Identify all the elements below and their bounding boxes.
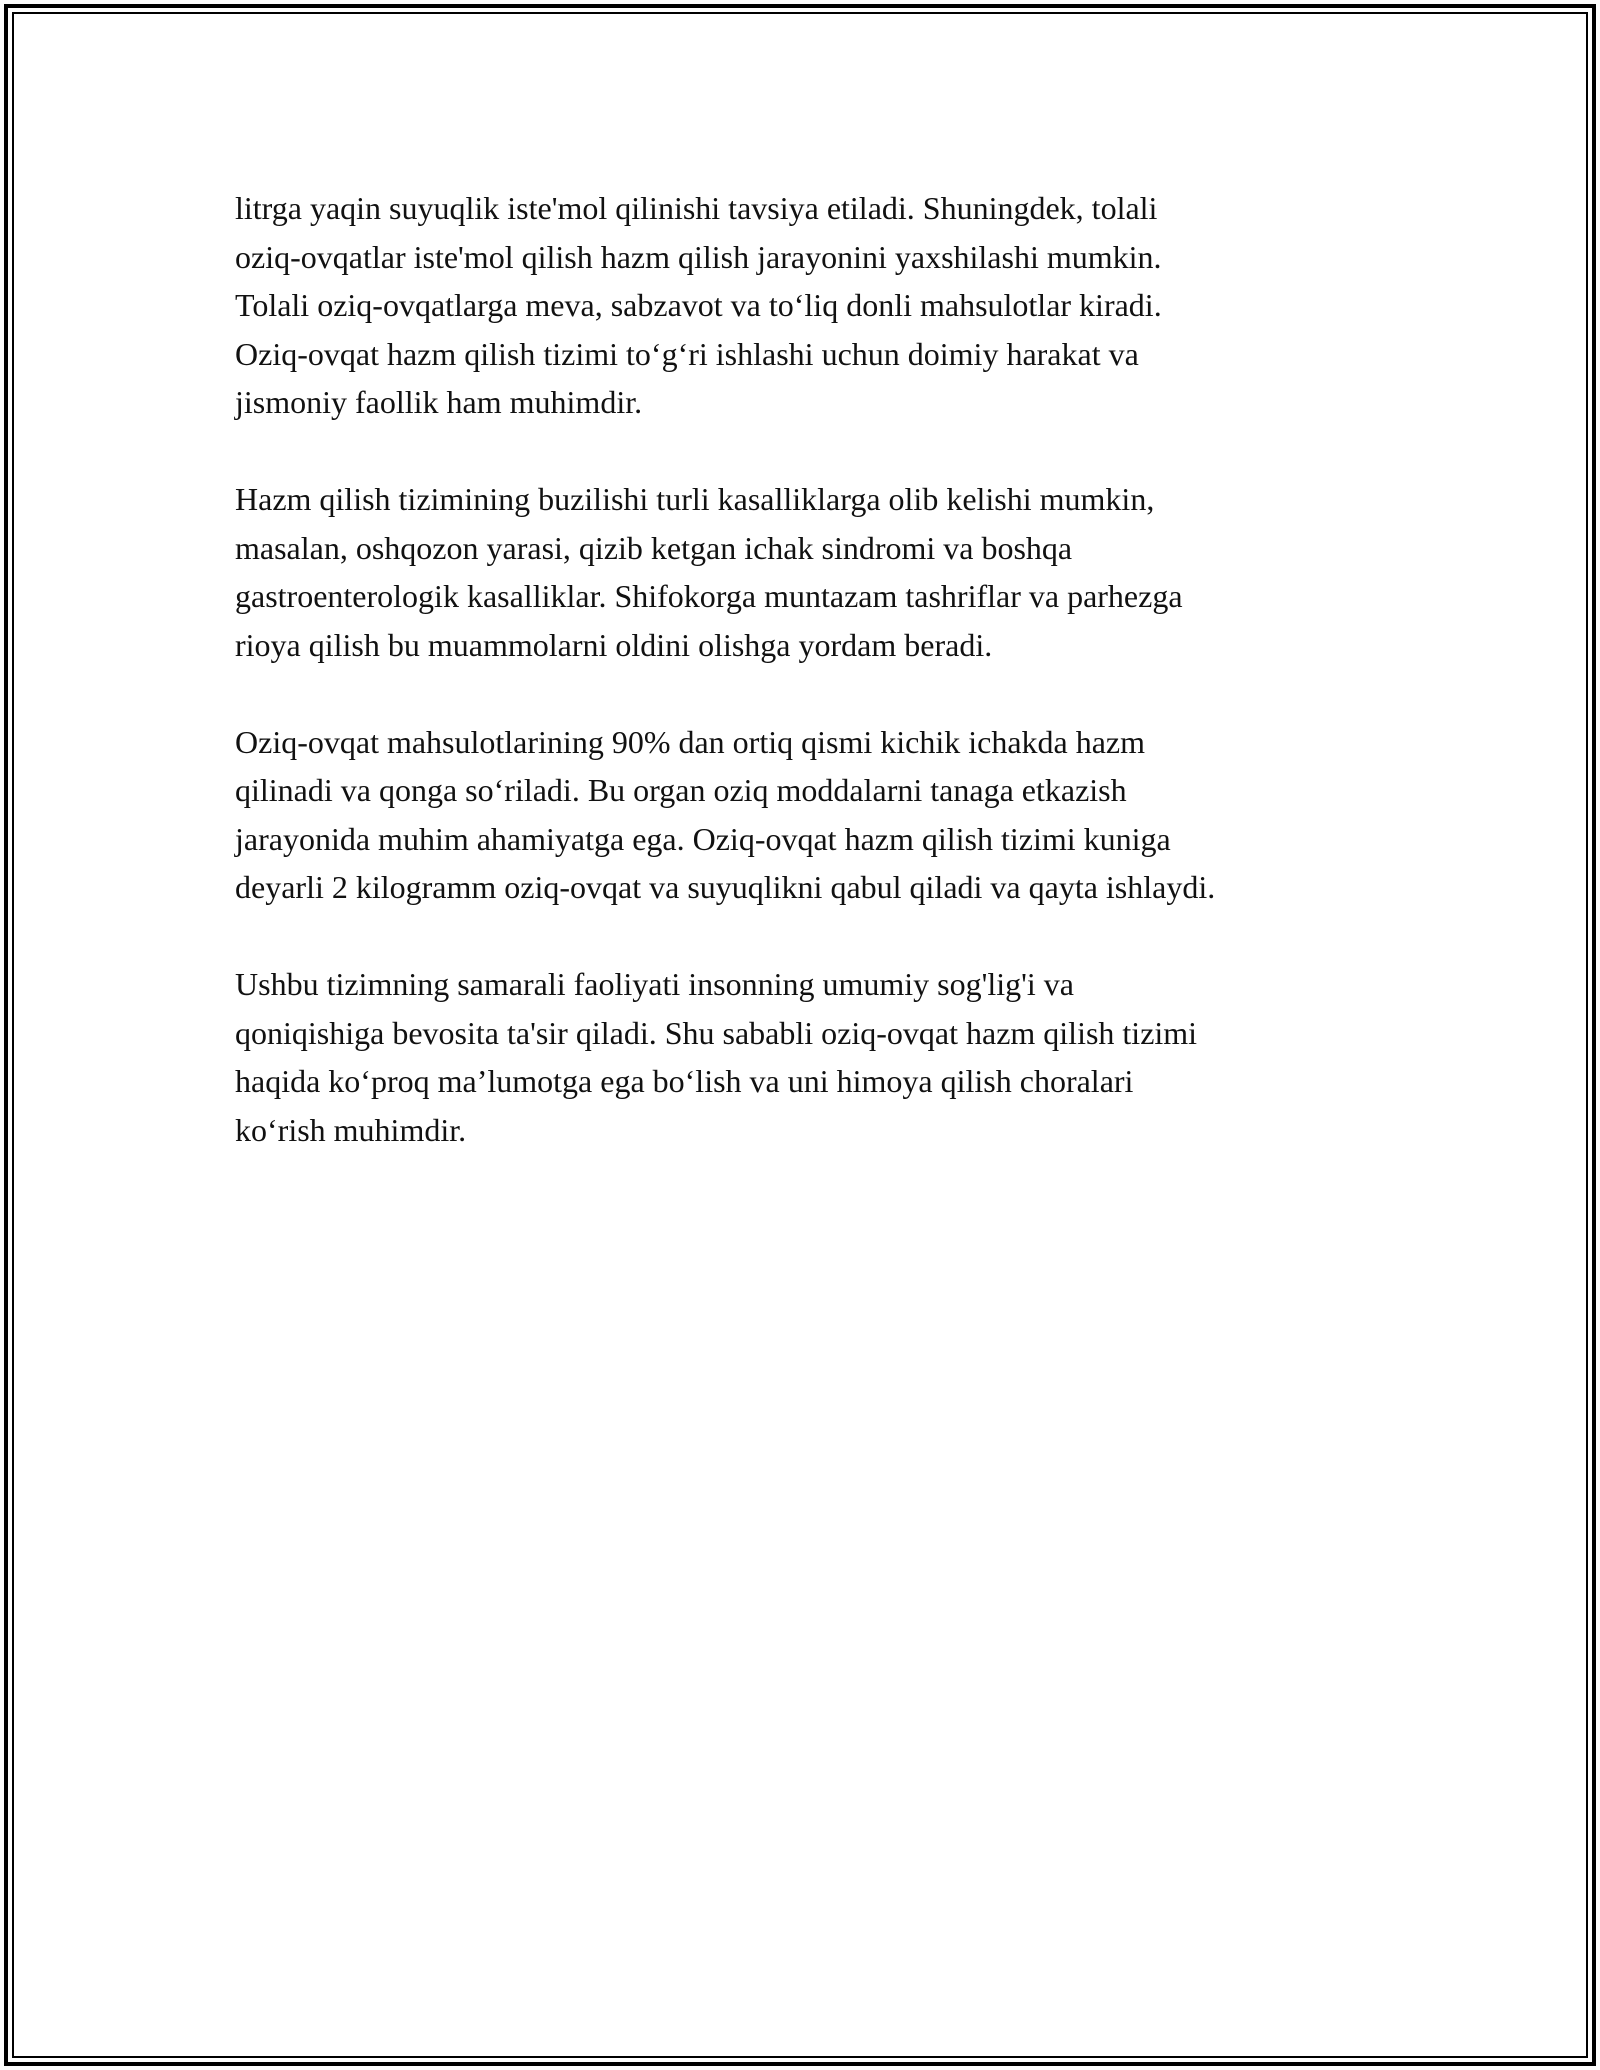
paragraph-2	[235, 475, 1405, 669]
text-line: rioya qilish bu muammolarni oldini olishga yordam beradi.	[235, 626, 993, 663]
text-line: gastroenterologik kasalliklar. Shifokorga muntazam tashriflar va parhezga	[235, 578, 1183, 614]
text-line: ko‘rish muhimdir.	[235, 1111, 467, 1148]
document-body	[235, 184, 1405, 1203]
text-line: Hazm qilish tizimining buzilishi turli kasalliklarga olib kelishi mumkin,	[235, 481, 1155, 517]
text-line: jarayonida muhim ahamiyatga ega. Oziq-ovqat hazm qilish tizimi kuniga	[235, 820, 1171, 857]
paragraph-4	[235, 960, 1405, 1154]
paragraph-1	[235, 184, 1405, 427]
text-line: jismoniy faollik ham muhimdir.	[235, 384, 643, 420]
text-line: Tolali oziq-ovqatlarga meva, sabzavot va to‘liq donli mahsulotlar kiradi.	[235, 287, 1162, 323]
text-line: qoniqishiga bevosita ta'sir qiladi. Shu sababli oziq-ovqat hazm qilish tizimi	[235, 1014, 1198, 1051]
text-line: Ushbu tizimning samarali faoliyati insonning umumiy sog'lig'i va	[235, 966, 1074, 1002]
text-line: deyarli 2 kilogramm oziq-ovqat va suyuqlikni qabul qiladi va qayta ishlaydi.	[235, 869, 1216, 905]
text-line: qilinadi va qonga so‘riladi. Bu organ oziq moddalarni tanaga etkazish	[235, 772, 1127, 808]
text-line: masalan, oshqozon yarasi, qizib ketgan ichak sindromi va boshqa	[235, 529, 1073, 566]
text-line: Oziq-ovqat hazm qilish tizimi to‘g‘ri ishlashi uchun doimiy harakat va	[235, 335, 1139, 372]
text-line: oziq-ovqatlar iste'mol qilish hazm qilish jarayonini yaxshilashi mumkin.	[235, 238, 1162, 275]
text-line: litrga yaqin suyuqlik iste'mol qilinishi tavsiya etiladi. Shuningdek, tolali	[235, 190, 1158, 226]
text-line: haqida ko‘proq ma’lumotga ega bo‘lish va uni himoya qilish choralari	[235, 1063, 1134, 1099]
text-line: Oziq-ovqat mahsulotlarining 90% dan ortiq qismi kichik ichakda hazm	[235, 723, 1146, 760]
paragraph-3	[235, 718, 1405, 912]
